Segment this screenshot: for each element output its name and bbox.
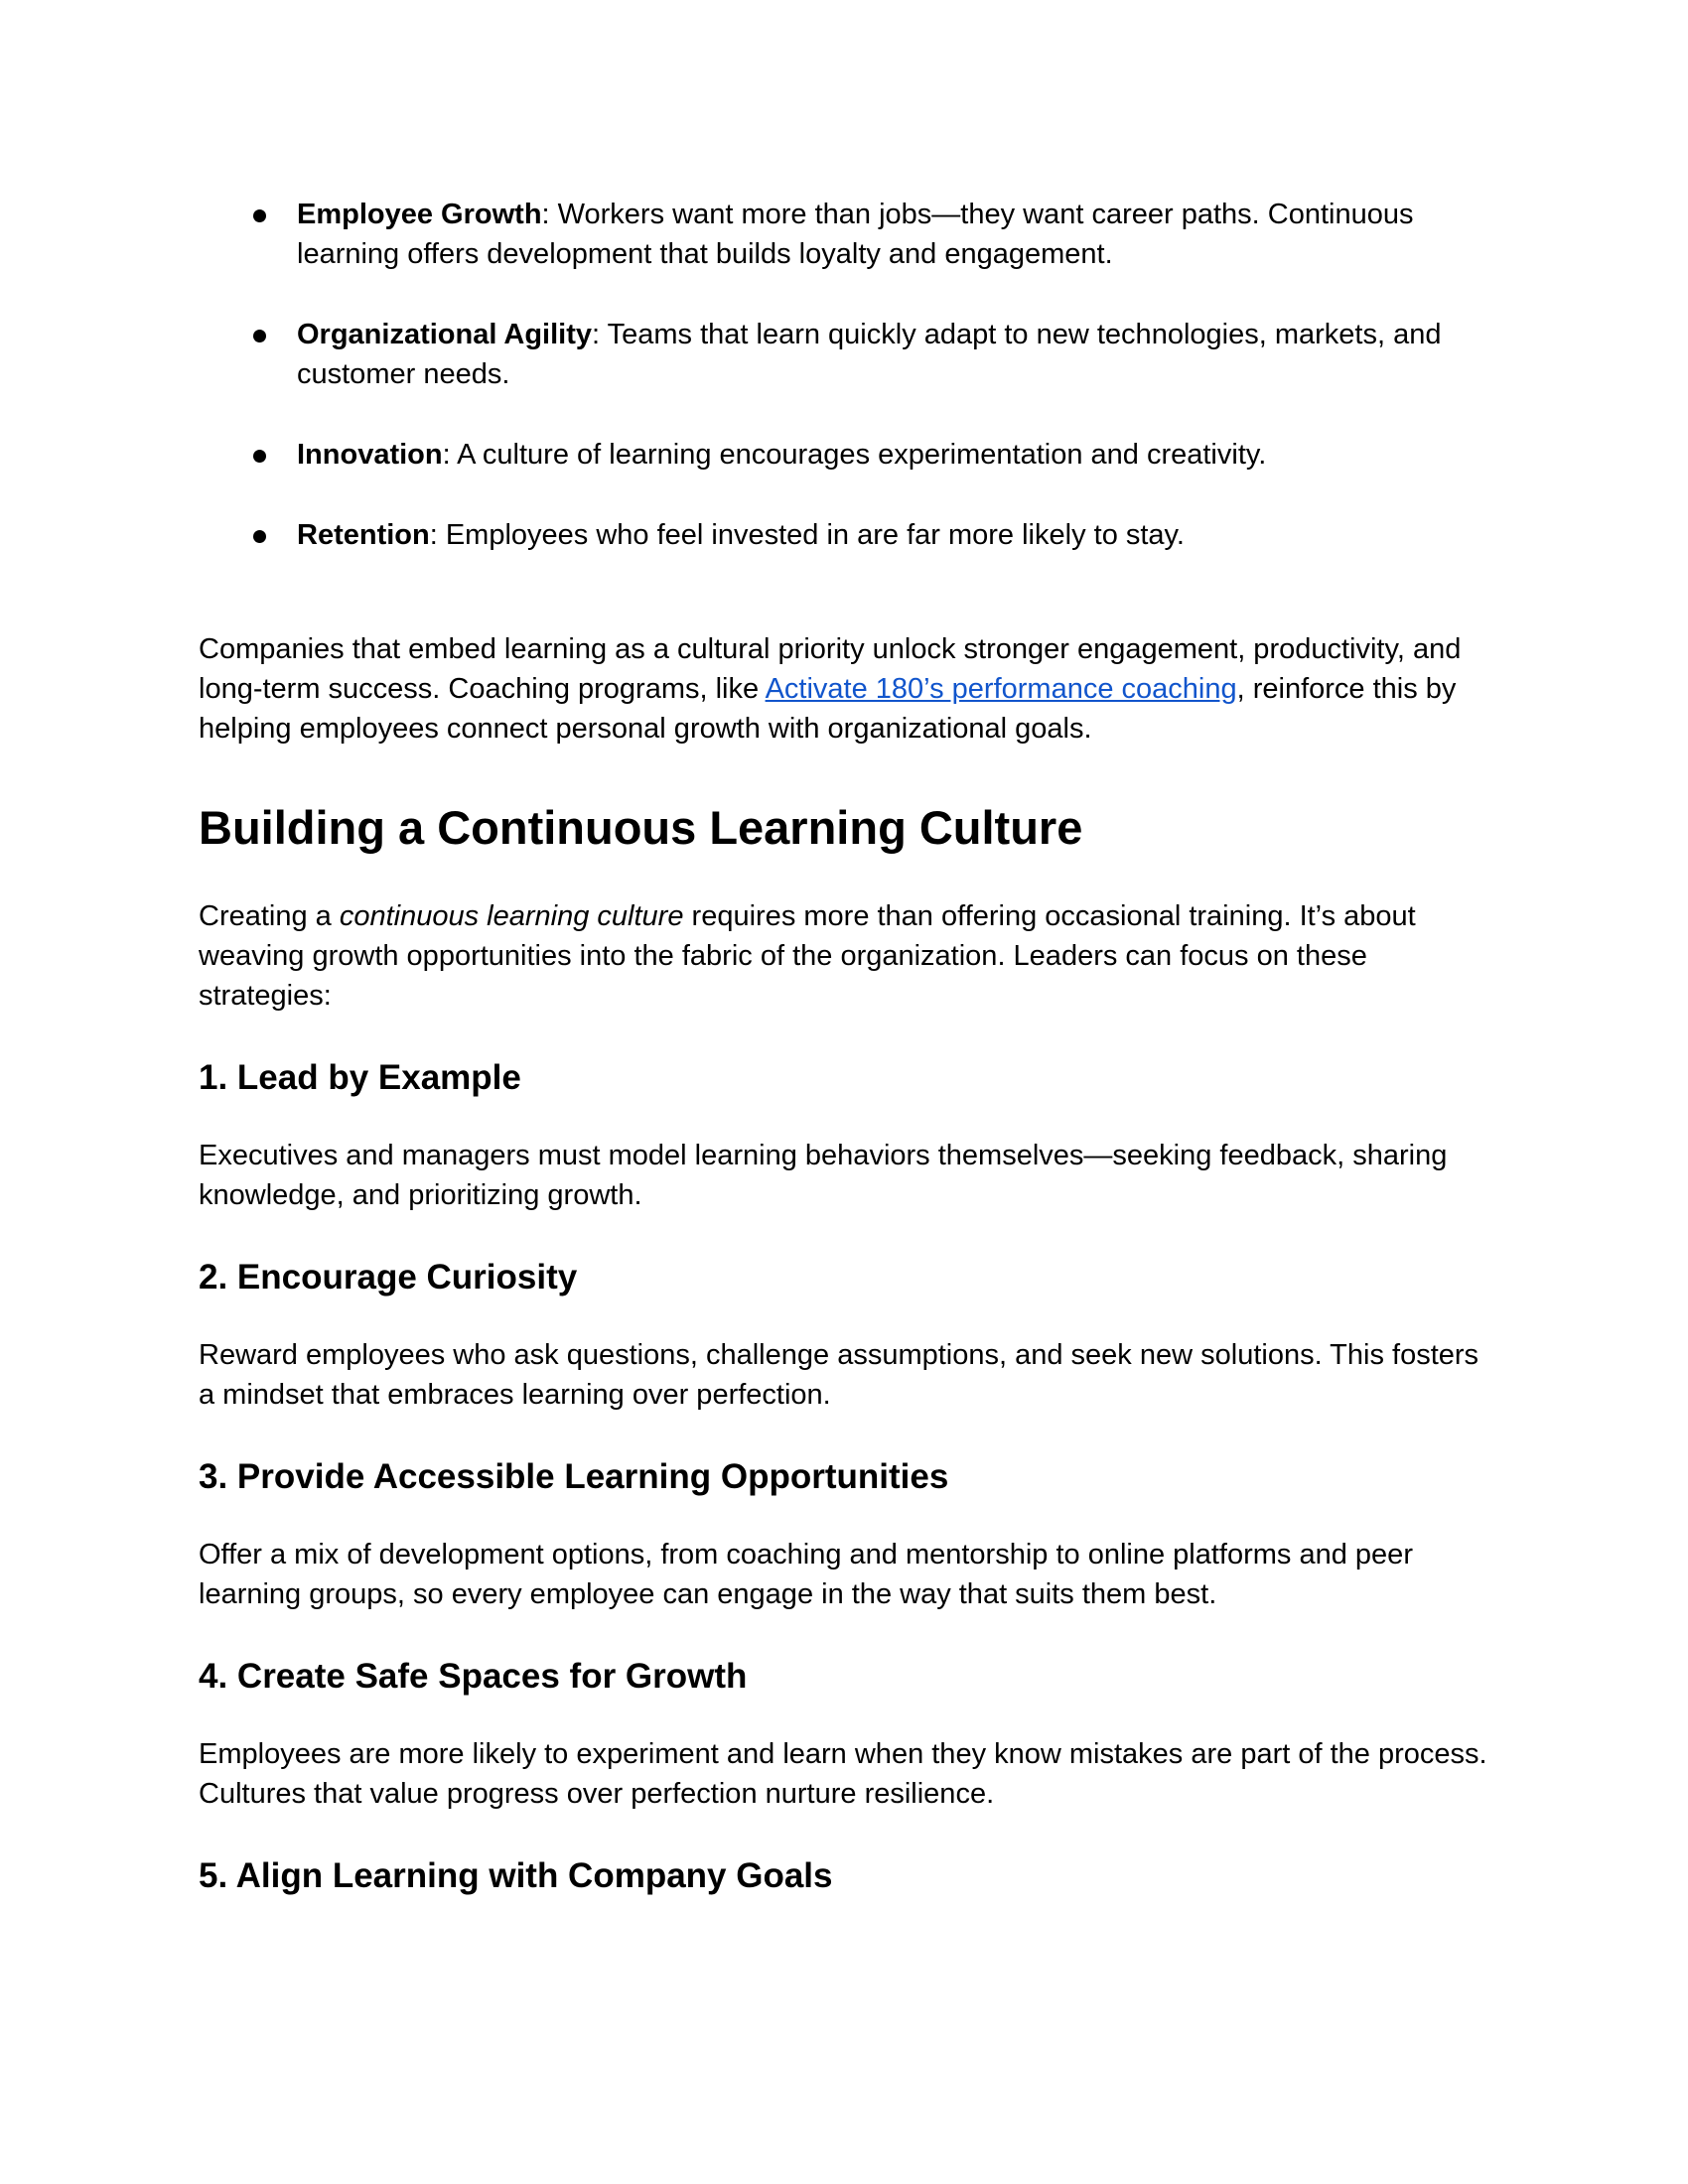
- list-item: [243, 195, 1494, 274]
- strategy-body: Reward employees who ask questions, challenge assumptions, and seek new solutions. This fosters a mindset that embraces learning over perfection.: [199, 1339, 1479, 1411]
- bullet-text: : Workers want more than jobs—they want career paths. Continuous learning offers development that builds loyalty and engagement.: [297, 199, 1414, 270]
- benefits-list: [243, 195, 1494, 596]
- bullet-term: Employee Growth: [297, 199, 542, 230]
- strategy-heading: 1. Lead by Example: [199, 1058, 521, 1097]
- bullet-icon: [253, 450, 266, 463]
- list-item: [243, 315, 1494, 394]
- activate-180-coaching-link[interactable]: Activate 180’s performance coaching: [765, 673, 1237, 705]
- bullet-term: Retention: [297, 519, 430, 551]
- bullet-icon: [253, 530, 266, 543]
- intro-paragraph: [199, 629, 1499, 749]
- intro-text-before-link: Companies that embed learning as a cultural priority unlock stronger engagement, productivity, and long-term success. Coaching programs, like: [199, 633, 1462, 705]
- strategy-heading: 4. Create Safe Spaces for Growth: [199, 1657, 748, 1696]
- bullet-term: Organizational Agility: [297, 319, 593, 350]
- strategy-body: Offer a mix of development options, from coaching and mentorship to online platforms and peer learning groups, so every employee can engage in the way that suits them best.: [199, 1539, 1413, 1610]
- section-intro-before: Creating a: [199, 900, 340, 932]
- list-item: [243, 435, 1494, 475]
- section-intro-after: requires more than offering occasional training. It’s about weaving growth opportunities into the fabric of the organization. Leaders can focus on these strategies:: [199, 900, 1416, 1012]
- strategy-heading: 5. Align Learning with Company Goals: [199, 1856, 833, 1895]
- bullet-icon: [253, 209, 266, 222]
- strategy-heading: 2. Encourage Curiosity: [199, 1258, 578, 1297]
- bullet-text: : Teams that learn quickly adapt to new technologies, markets, and customer needs.: [297, 319, 1442, 390]
- bullet-icon: [253, 330, 266, 342]
- bullet-text: : Employees who feel invested in are far more likely to stay.: [429, 519, 1185, 551]
- intro-text-after-link: , reinforce this by helping employees connect personal growth with organizational goals.: [199, 673, 1457, 745]
- strategy-heading: 3. Provide Accessible Learning Opportunities: [199, 1457, 949, 1496]
- strategy-body: Employees are more likely to experiment and learn when they know mistakes are part of the process. Cultures that value progress over perfection nurture resilience.: [199, 1738, 1487, 1810]
- bullet-text: : A culture of learning encourages experimentation and creativity.: [442, 439, 1267, 471]
- section-intro-paragraph: [199, 896, 1499, 1016]
- list-item: [243, 515, 1494, 555]
- bullet-term: Innovation: [297, 439, 443, 471]
- strategy-body: Executives and managers must model learning behaviors themselves—seeking feedback, sharing knowledge, and prioritizing growth.: [199, 1140, 1448, 1211]
- section-heading: Building a Continuous Learning Culture: [199, 801, 1083, 854]
- section-intro-emphasis: continuous learning culture: [339, 900, 684, 932]
